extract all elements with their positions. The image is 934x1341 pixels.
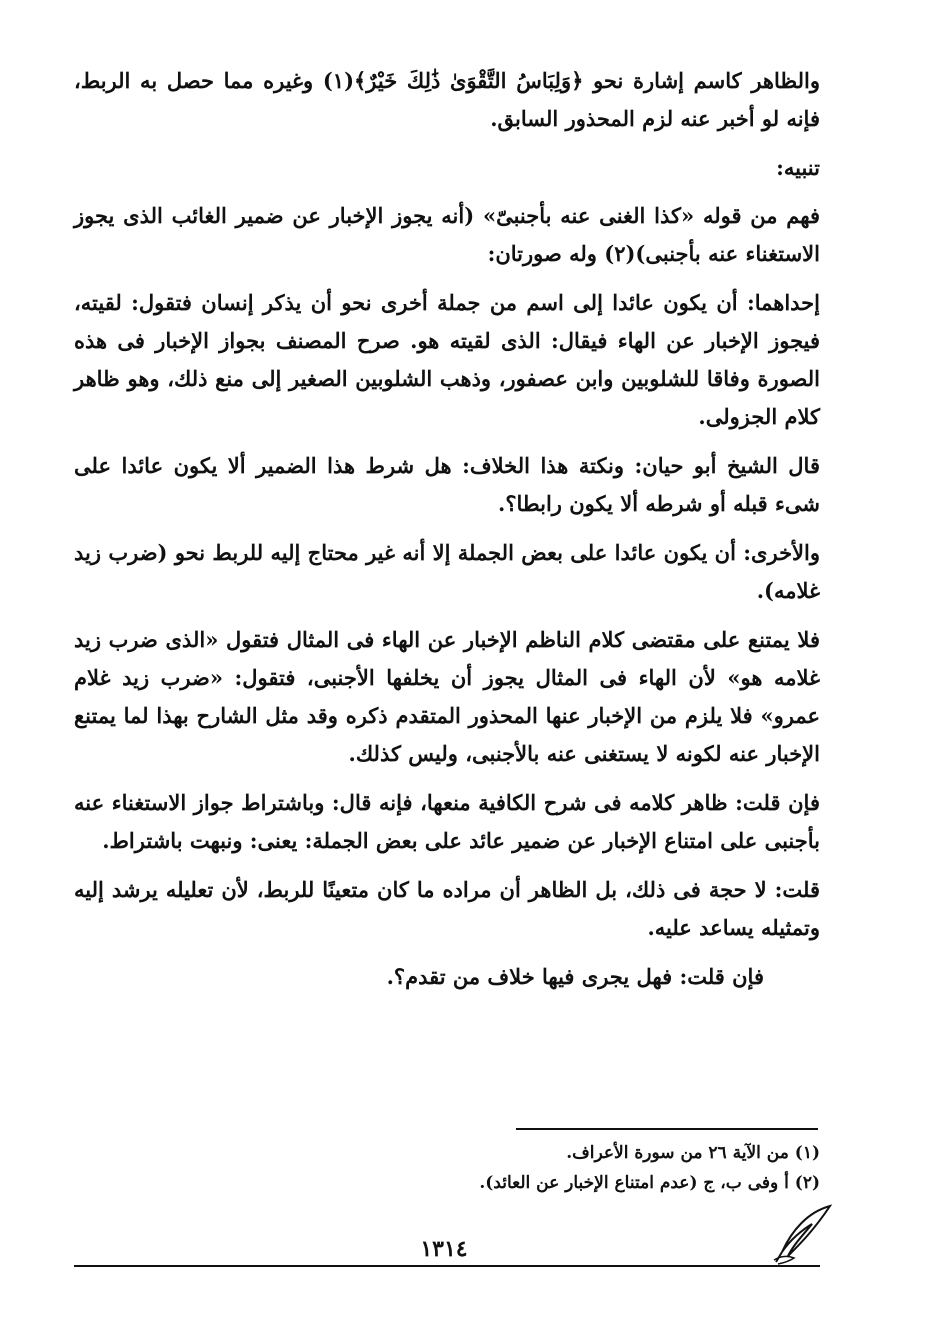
paragraph-10: فإن قلت: فهل يجرى فيها خلاف من تقدم؟. [386,964,764,989]
paragraph-notice-heading: تنبيه: [776,155,820,180]
paragraph-5: قال الشيخ أبو حيان: ونكتة هذا الخلاف: هل شرط هذا الضمير ألا يكون عائدا على شىء قبله أو شرطه ألا يكون رابطا؟. [74,453,820,516]
page-number: ١٣١٤ [420,1236,468,1262]
main-text [74,62,820,1007]
paragraph-8: فإن قلت: ظاهر كلامه فى شرح الكافية منعها، فإنه قال: وباشتراط جواز الاستغناء عنه بأجنبى على امتناع الإخبار عن ضمير عائد على بعض الجملة: يعنى: ونبهت باشتراط. [74,790,820,853]
footnote-1: (١) من الآية ٢٦ من سورة الأعراف. [566,1143,820,1163]
paragraph-3: فهم من قوله «كذا الغنى عنه بأجنبىّ» (أنه يجوز الإخبار عن ضمير الغائب الذى يجوز الاستغناء عنه بأجنبى)(٢) وله صورتان: [74,203,820,266]
quill-pen-icon [768,1200,838,1270]
footnote-separator [516,1128,818,1130]
footnote-2: (٢) أ وفى ب، ج (عدم امتناع الإخبار عن العائد). [479,1173,820,1193]
paragraph-4: إحداهما: أن يكون عائدا إلى اسم من جملة أخرى نحو أن يذكر إنسان فتقول: لقيته، فيجوز الإخبار عن الهاء فيقال: الذى لقيته هو. صرح المصنف بجواز الإخبار فى هذه الصورة وفاقا للشلوبين وابن عصفور، وذهب الشلوبين الصغير إلى منع ذلك، وهو ظاهر كلام الجزولى. [74,290,820,429]
bottom-rule [74,1265,820,1267]
footnotes [74,1138,820,1198]
paragraph-6: والأخرى: أن يكون عائدا على بعض الجملة إلا أنه غير محتاج إليه للربط نحو (ضرب زيد غلامه). [74,540,821,603]
paragraph-7: فلا يمتنع على مقتضى كلام الناظم الإخبار عن الهاء فى المثال فتقول «الذى ضرب زيد غلامه هو» لأن الهاء فى المثال يجوز أن يخلفها الأجنبى، فتقول: «ضرب زيد غلام عمرو» فلا يلزم من الإخبار عنها المحذور المتقدم ذكره وقد مثل الشارح بهذا لما يمتنع الإخبار عنه لكونه لا يستغنى عنه بالأجنبى، وليس كذلك. [74,627,820,766]
paragraph-9: قلت: لا حجة فى ذلك، بل الظاهر أن مراده ما كان متعينًا للربط، لأن تعليله يرشد إليه وتمثيله يساعد عليه. [74,877,821,940]
paragraph-1: والظاهر كاسم إشارة نحو ﴿وَلِبَاسُ التَّقْوَىٰ ذَٰلِكَ خَيْرٌ﴾(١) وغيره مما حصل به الربط، فإنه لو أخبر عنه لزم المحذور السابق. [74,68,820,131]
